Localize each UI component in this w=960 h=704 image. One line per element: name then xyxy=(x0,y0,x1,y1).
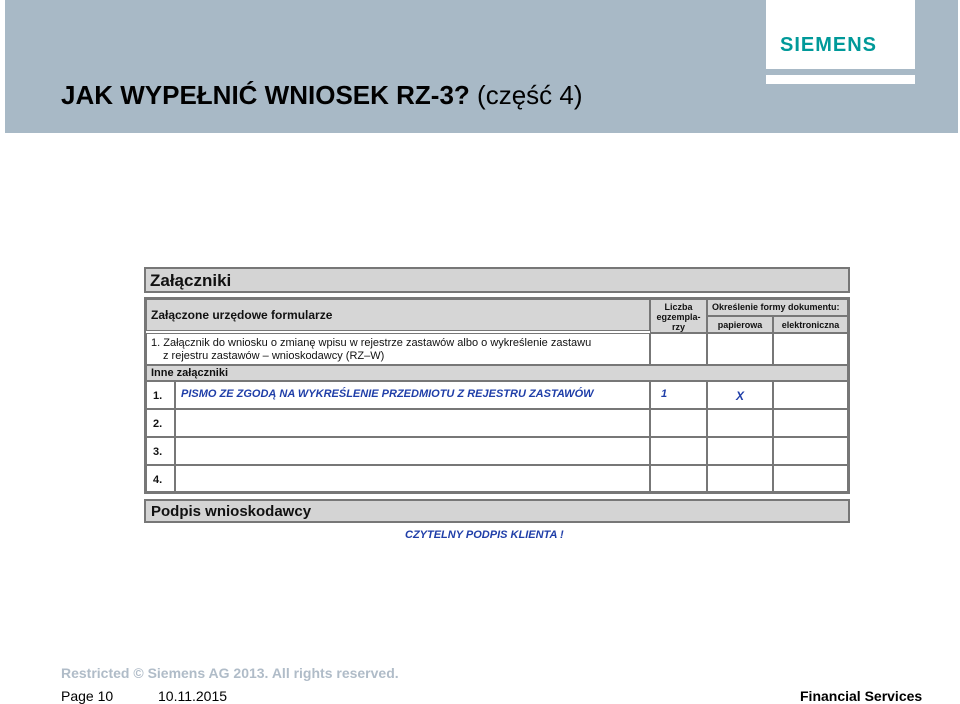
official-attachment-line-2: z rejestru zastawów – wnioskodawcy (RZ–W) xyxy=(163,350,385,362)
row-text xyxy=(175,437,650,465)
official-copies-cell xyxy=(650,333,707,365)
row-text xyxy=(175,381,650,409)
electronic-label: elektroniczna xyxy=(781,320,840,330)
row-text-value: PISMO ZE ZGODĄ NA WYKREŚLENIE PRZEDMIOTU Z REJESTRU ZASTAWÓW xyxy=(181,388,594,400)
row-number-text: 4. xyxy=(153,474,163,486)
row-electronic xyxy=(773,437,848,465)
doc-form-header xyxy=(707,299,848,316)
page-title xyxy=(61,80,583,111)
official-paper-cell xyxy=(707,333,773,365)
signature-label: Podpis wnioskodawcy xyxy=(151,503,312,520)
row-copies-value: 1 xyxy=(661,388,668,400)
row-paper xyxy=(707,381,773,409)
siemens-logo: SIEMENS xyxy=(780,34,878,56)
electronic-header xyxy=(773,316,848,333)
division-label: Financial Services xyxy=(800,688,923,704)
footer-date: 10.11.2015 xyxy=(158,688,228,704)
row-electronic xyxy=(773,409,848,437)
doc-form-label: Określenie formy dokumentu: xyxy=(712,302,840,312)
row-number-text: 2. xyxy=(153,418,163,430)
attached-forms-label: Załączone urzędowe formularze xyxy=(151,308,333,322)
signature-note: CZYTELNY PODPIS KLIENTA ! xyxy=(405,529,564,541)
official-attachment-1 xyxy=(146,333,650,365)
row-number-text: 1. xyxy=(153,390,163,402)
copies-label-3: rzy xyxy=(671,322,685,332)
official-attachment-line-1: 1. Załącznik do wniosku o zmianę wpisu w rejestrze zastawów albo o wykreślenie zastawu xyxy=(151,337,592,349)
restricted-notice: Restricted © Siemens AG 2013. All rights reserved. xyxy=(61,665,399,681)
paper-header xyxy=(707,316,773,333)
page-number: Page 10 xyxy=(61,688,114,704)
copies-header xyxy=(650,299,707,333)
paper-label: papierowa xyxy=(717,320,763,330)
row-number xyxy=(146,465,175,492)
row-number xyxy=(146,381,175,409)
row-number xyxy=(146,437,175,465)
attached-forms-header xyxy=(146,299,650,331)
other-attachments-label: Inne załączniki xyxy=(151,367,229,379)
row-paper xyxy=(707,437,773,465)
row-copies xyxy=(650,437,707,465)
row-electronic xyxy=(773,465,848,492)
row-paper xyxy=(707,409,773,437)
logo-box xyxy=(766,0,915,69)
row-copies xyxy=(650,409,707,437)
copies-label-1: Liczba xyxy=(664,302,693,312)
row-paper-value: X xyxy=(735,389,744,403)
section-title-bar xyxy=(144,267,850,293)
copies-label-2: egzempla- xyxy=(656,312,701,322)
row-number xyxy=(146,409,175,437)
row-number-text: 3. xyxy=(153,446,163,458)
row-electronic xyxy=(773,381,848,409)
row-text xyxy=(175,465,650,492)
section-title: Załączniki xyxy=(150,271,232,290)
row-copies xyxy=(650,381,707,409)
official-electronic-cell xyxy=(773,333,848,365)
row-text xyxy=(175,409,650,437)
row-copies xyxy=(650,465,707,492)
logo-strip xyxy=(766,75,915,84)
title-main: JAK WYPEŁNIĆ WNIOSEK RZ-3? xyxy=(61,80,470,110)
attachments-form xyxy=(144,267,850,523)
signature-bar xyxy=(144,499,850,523)
row-paper xyxy=(707,465,773,492)
other-attachments-header xyxy=(146,365,848,381)
title-part: (część 4) xyxy=(477,80,583,110)
